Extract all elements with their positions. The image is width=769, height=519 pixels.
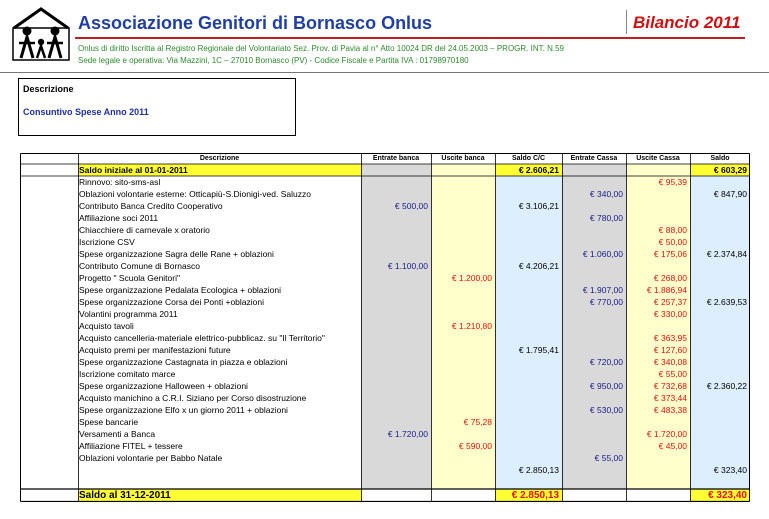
cell-desc: Saldo iniziale al 01-01-2011 — [79, 165, 188, 175]
header-separator — [626, 10, 627, 34]
cell-desc: Chiacchiere di carnevale x oratorio — [79, 225, 210, 235]
cell-saldo: € 2.360,22 — [706, 381, 747, 391]
header-saldo: Saldo — [710, 155, 730, 162]
cell-desc: Contributo Banca Credito Cooperativo — [79, 201, 223, 211]
cell-desc: Spese organizzazione Halloween + oblazioni — [79, 381, 248, 391]
description-text: Consuntivo Spese Anno 2011 — [23, 107, 149, 117]
family-logo-icon — [11, 6, 71, 62]
cell-desc: Iscrizione comitato marce — [79, 369, 176, 379]
cell-saldo: € 323,40 — [713, 465, 747, 475]
cell-desc: Oblazioni volontarie per Babbo Natale — [79, 453, 223, 463]
cell-saldo-cc: € 3.106,21 — [518, 201, 559, 211]
cell-uscite-banca: € 75,28 — [463, 417, 492, 427]
cell-uscite-cassa: € 45,00 — [658, 441, 687, 451]
cell-uscite-banca: € 1.200,00 — [451, 273, 492, 283]
cell-uscite-cassa: € 1.886,94 — [646, 285, 687, 295]
cell-entrate-cassa: € 55,00 — [594, 453, 623, 463]
cell-saldo-cc: € 2.606,21 — [518, 165, 559, 175]
cell-entrate-cassa: € 770,00 — [589, 297, 623, 307]
cell-saldo: € 2.374,84 — [706, 249, 747, 259]
cell-saldo: € 847,90 — [713, 189, 747, 199]
cell-uscite-cassa: € 363,95 — [653, 333, 687, 343]
cell-desc: Spese bancarie — [79, 417, 139, 427]
description-box — [18, 78, 296, 136]
cell-entrate-banca: € 1.100,00 — [387, 261, 428, 271]
cell-uscite-cassa: € 175,06 — [653, 249, 687, 259]
cell-uscite-cassa: € 257,37 — [653, 297, 687, 307]
cell-desc: Saldo al 31-12-2011 — [79, 490, 171, 501]
org-name: Associazione Genitori di Bornasco Onlus — [78, 13, 433, 33]
description-title: Descrizione — [23, 84, 74, 94]
cell-uscite-cassa: € 95,39 — [658, 177, 687, 187]
cell-desc: Contributo Comune di Bornasco — [79, 261, 200, 271]
header-uscite-banca: Uscite banca — [441, 155, 485, 162]
cell-entrate-cassa: € 1.907,00 — [582, 285, 623, 295]
cell-desc: Spese organizzazione Sagra delle Rane + oblazioni — [79, 249, 274, 259]
cell-uscite-cassa: € 127,60 — [653, 345, 687, 355]
cell-saldo: € 323,40 — [708, 490, 747, 501]
cell-desc: Progetto " Scuola Genitori" — [79, 273, 181, 283]
cell-desc: Spese organizzazione Corsa dei Ponti +oblazioni — [79, 297, 264, 307]
cell-uscite-cassa: € 88,00 — [658, 225, 687, 235]
cell-uscite-cassa: € 483,38 — [653, 405, 687, 415]
org-address-line: Sede legale e operativa: Via Mazzini, 1C – 27010 Bornasco (PV) - Codice Fiscale e Partita IVA : 01798970180 — [78, 56, 469, 65]
header-saldo-cc: Saldo C/C — [511, 155, 546, 162]
cell-saldo-cc: € 2.850,13 — [511, 490, 559, 501]
cell-desc: Affiliazione soci 2011 — [79, 213, 159, 223]
cell-uscite-banca: € 590,00 — [458, 441, 492, 451]
header-entrate-banca: Entrate banca — [372, 155, 420, 162]
cell-desc: Volantini programma 2011 — [79, 309, 178, 319]
cell-uscite-banca: € 1.210,80 — [451, 321, 492, 331]
header-rule — [75, 37, 745, 39]
cell-entrate-cassa: € 530,00 — [589, 405, 623, 415]
header-uscite-cassa: Uscite Cassa — [636, 155, 680, 162]
cell-uscite-cassa: € 340,08 — [653, 357, 687, 367]
header-desc: Descrizione — [199, 155, 240, 162]
cell-uscite-cassa: € 330,00 — [653, 309, 687, 319]
budget-table — [20, 153, 750, 502]
cell-desc: Spese organizzazione Pedalata Ecologica + oblazioni — [79, 285, 282, 295]
cell-saldo: € 2.639,53 — [706, 297, 747, 307]
cell-entrate-cassa: € 720,00 — [589, 357, 623, 367]
cell-entrate-cassa: € 1.060,00 — [582, 249, 623, 259]
cell-saldo-cc: € 4.206,21 — [518, 261, 559, 271]
cell-saldo-cc: € 2.850,13 — [518, 465, 559, 475]
cell-desc: Iscrizione CSV — [79, 237, 135, 247]
cell-desc: Acquisto cancelleria-materiale elettrico-pubblicaz. su "Il Territorio" — [79, 333, 325, 343]
page-frame-line — [0, 72, 769, 73]
cell-desc: Acquisto manichino a C.R.I. Siziano per Corso disostruzione — [79, 393, 307, 403]
cell-uscite-cassa: € 55,00 — [658, 369, 687, 379]
cell-entrate-banca: € 500,00 — [394, 201, 428, 211]
cell-uscite-cassa: € 268,00 — [653, 273, 687, 283]
cell-desc: Acquisto premi per manifestazioni future — [79, 345, 231, 355]
cell-entrate-banca: € 1.720,00 — [387, 429, 428, 439]
cell-desc: Oblazioni volontarie esterne: Otticapiù-S.Dionigi-ved. Saluzzo — [79, 189, 311, 199]
cell-uscite-cassa: € 732,68 — [653, 381, 687, 391]
cell-saldo-cc: € 1.795,41 — [518, 345, 559, 355]
cell-desc: Acquisto tavoli — [79, 321, 134, 331]
cell-uscite-cassa: € 1.720,00 — [646, 429, 687, 439]
cell-desc: Spese organizzazione Castagnata in piazza e oblazioni — [79, 357, 288, 367]
cell-uscite-cassa: € 373,44 — [653, 393, 687, 403]
cell-entrate-cassa: € 950,00 — [589, 381, 623, 391]
cell-entrate-cassa: € 780,00 — [589, 213, 623, 223]
org-registration-line: Onlus di diritto Iscritta al Registro Regionale del Volontariato Sez. Prov. di Pavia al n° Atto 10024 DR del 24.05.2003 – PROGR. INT. N.59 — [78, 44, 564, 53]
header-entrate-cassa: Entrate Cassa — [570, 155, 618, 162]
cell-desc: Affiliazione FITEL + tessere — [79, 441, 183, 451]
cell-desc: Versamenti a Banca — [79, 429, 156, 439]
cell-desc: Rinnovo: sito-sms-asl — [79, 177, 161, 187]
cell-desc: Spese organizzazione Elfo x un giorno 2011 + oblazioni — [79, 405, 288, 415]
cell-uscite-cassa: € 50,00 — [658, 237, 687, 247]
table-grid — [20, 153, 750, 502]
cell-entrate-cassa: € 340,00 — [589, 189, 623, 199]
cell-saldo: € 603,29 — [713, 165, 747, 175]
bilancio-badge: Bilancio 2011 — [633, 13, 741, 32]
